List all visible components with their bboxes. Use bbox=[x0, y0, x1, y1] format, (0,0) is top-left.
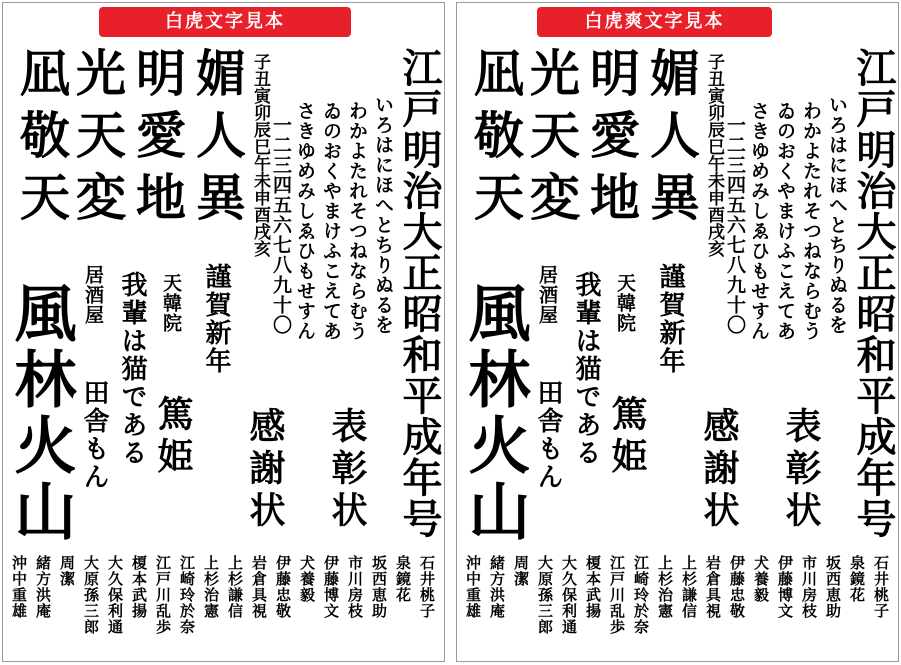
kanji-column: 明愛地 bbox=[582, 47, 641, 233]
phrase-column: 田舎もん bbox=[533, 379, 563, 491]
name-list-item: 泉鏡花 bbox=[394, 555, 412, 603]
tavern-column: 居酒屋 bbox=[82, 265, 104, 325]
kana-column: いろはにほへとちりぬるを bbox=[372, 95, 394, 335]
phrase-column: 我輩は猫である bbox=[117, 271, 147, 467]
temple-column: 天韓院 bbox=[614, 273, 636, 333]
sample-panel-right bbox=[456, 2, 899, 662]
name-list-item: 江崎玲於奈 bbox=[632, 555, 650, 635]
certificate-column: 感謝状 bbox=[698, 407, 740, 533]
name-list-item: 伊藤博文 bbox=[776, 555, 794, 619]
name-list-item: 沖中重雄 bbox=[10, 555, 28, 619]
name-list-item: 市川房枝 bbox=[346, 555, 364, 619]
name-list-item: 犬養毅 bbox=[298, 555, 316, 603]
name-list-item: 犬養毅 bbox=[752, 555, 770, 603]
temple-column: 天韓院 bbox=[160, 273, 182, 333]
number-column: 一二三四五六七八九十〇 bbox=[270, 115, 292, 335]
name-column: 篤姫 bbox=[606, 395, 648, 479]
name-list-item: 江戸川乱歩 bbox=[154, 555, 172, 635]
number-column: 一二三四五六七八九十〇 bbox=[724, 115, 746, 335]
tavern-column: 居酒屋 bbox=[536, 265, 558, 325]
kanji-column: 媚人異 bbox=[642, 47, 701, 233]
name-list-item: 市川房枝 bbox=[800, 555, 818, 619]
kana-column: ゐのおくやまけふこえてあ bbox=[774, 101, 796, 341]
kanji-column: 光天変 bbox=[68, 47, 127, 233]
phrase-column: 田舎もん bbox=[79, 379, 109, 491]
greeting-column: 謹賀新年 bbox=[201, 263, 231, 375]
name-list-item: 上杉謙信 bbox=[680, 555, 698, 619]
motto-column: 風林火山 bbox=[4, 281, 77, 545]
kana-column: さきゆめみしゑひもせすん bbox=[294, 101, 316, 341]
name-list-item: 緒方洪庵 bbox=[488, 555, 506, 619]
name-list-item: 大久保利通 bbox=[106, 555, 124, 635]
name-list-item: 大原孫三郎 bbox=[536, 555, 554, 635]
name-list-item: 江崎玲於奈 bbox=[178, 555, 196, 635]
kana-column: さきゆめみしゑひもせすん bbox=[748, 101, 770, 341]
name-list-item: 榎本武揚 bbox=[584, 555, 602, 619]
name-list-item: 周潔 bbox=[512, 555, 530, 587]
certificate-column: 感謝状 bbox=[244, 407, 286, 533]
name-list-item: 岩倉具視 bbox=[250, 555, 268, 619]
era-column: 江戸明治大正昭和平成年号 bbox=[396, 47, 443, 539]
kana-column: わかよたれそつねならむう bbox=[800, 101, 822, 341]
kana-column: わかよたれそつねならむう bbox=[346, 101, 368, 341]
era-column: 江戸明治大正昭和平成年号 bbox=[850, 47, 897, 539]
name-list-item: 榎本武揚 bbox=[130, 555, 148, 619]
name-list-item: 沖中重雄 bbox=[464, 555, 482, 619]
name-list-item: 泉鏡花 bbox=[848, 555, 866, 603]
name-list-item: 上杉治憲 bbox=[202, 555, 220, 619]
name-list-item: 石井桃子 bbox=[418, 555, 436, 619]
name-list-item: 緒方洪庵 bbox=[34, 555, 52, 619]
name-list-item: 石井桃子 bbox=[872, 555, 890, 619]
motto-column: 風林火山 bbox=[458, 281, 531, 545]
zodiac-column: 子丑寅卯辰巳午未申酉戌亥 bbox=[250, 53, 270, 257]
panel-title: 白虎爽文字見本 bbox=[537, 7, 772, 37]
kanji-column: 凪敬天 bbox=[466, 47, 525, 233]
certificate-column: 表彰状 bbox=[780, 407, 822, 533]
name-column: 篤姫 bbox=[152, 395, 194, 479]
zodiac-column: 子丑寅卯辰巳午未申酉戌亥 bbox=[704, 53, 724, 257]
name-list-item: 周潔 bbox=[58, 555, 76, 587]
phrase-column: 我輩は猫である bbox=[571, 271, 601, 467]
kana-column: いろはにほへとちりぬるを bbox=[826, 95, 848, 335]
kanji-column: 光天変 bbox=[522, 47, 581, 233]
name-list-item: 坂西恵助 bbox=[370, 555, 388, 619]
name-list-item: 伊藤忠敬 bbox=[274, 555, 292, 619]
name-list-item: 大原孫三郎 bbox=[82, 555, 100, 635]
name-list-item: 大久保利通 bbox=[560, 555, 578, 635]
name-list-item: 上杉治憲 bbox=[656, 555, 674, 619]
name-list-item: 江戸川乱歩 bbox=[608, 555, 626, 635]
kanji-column: 凪敬天 bbox=[12, 47, 71, 233]
greeting-column: 謹賀新年 bbox=[655, 263, 685, 375]
name-list-item: 伊藤博文 bbox=[322, 555, 340, 619]
name-list-item: 伊藤忠敬 bbox=[728, 555, 746, 619]
name-list-item: 坂西恵助 bbox=[824, 555, 842, 619]
kanji-column: 媚人異 bbox=[188, 47, 247, 233]
sample-panel-left bbox=[2, 2, 445, 662]
name-list-item: 岩倉具視 bbox=[704, 555, 722, 619]
kanji-column: 明愛地 bbox=[128, 47, 187, 233]
certificate-column: 表彰状 bbox=[326, 407, 368, 533]
name-list-item: 上杉謙信 bbox=[226, 555, 244, 619]
kana-column: ゐのおくやまけふこえてあ bbox=[320, 101, 342, 341]
panel-title: 白虎文字見本 bbox=[99, 7, 351, 37]
